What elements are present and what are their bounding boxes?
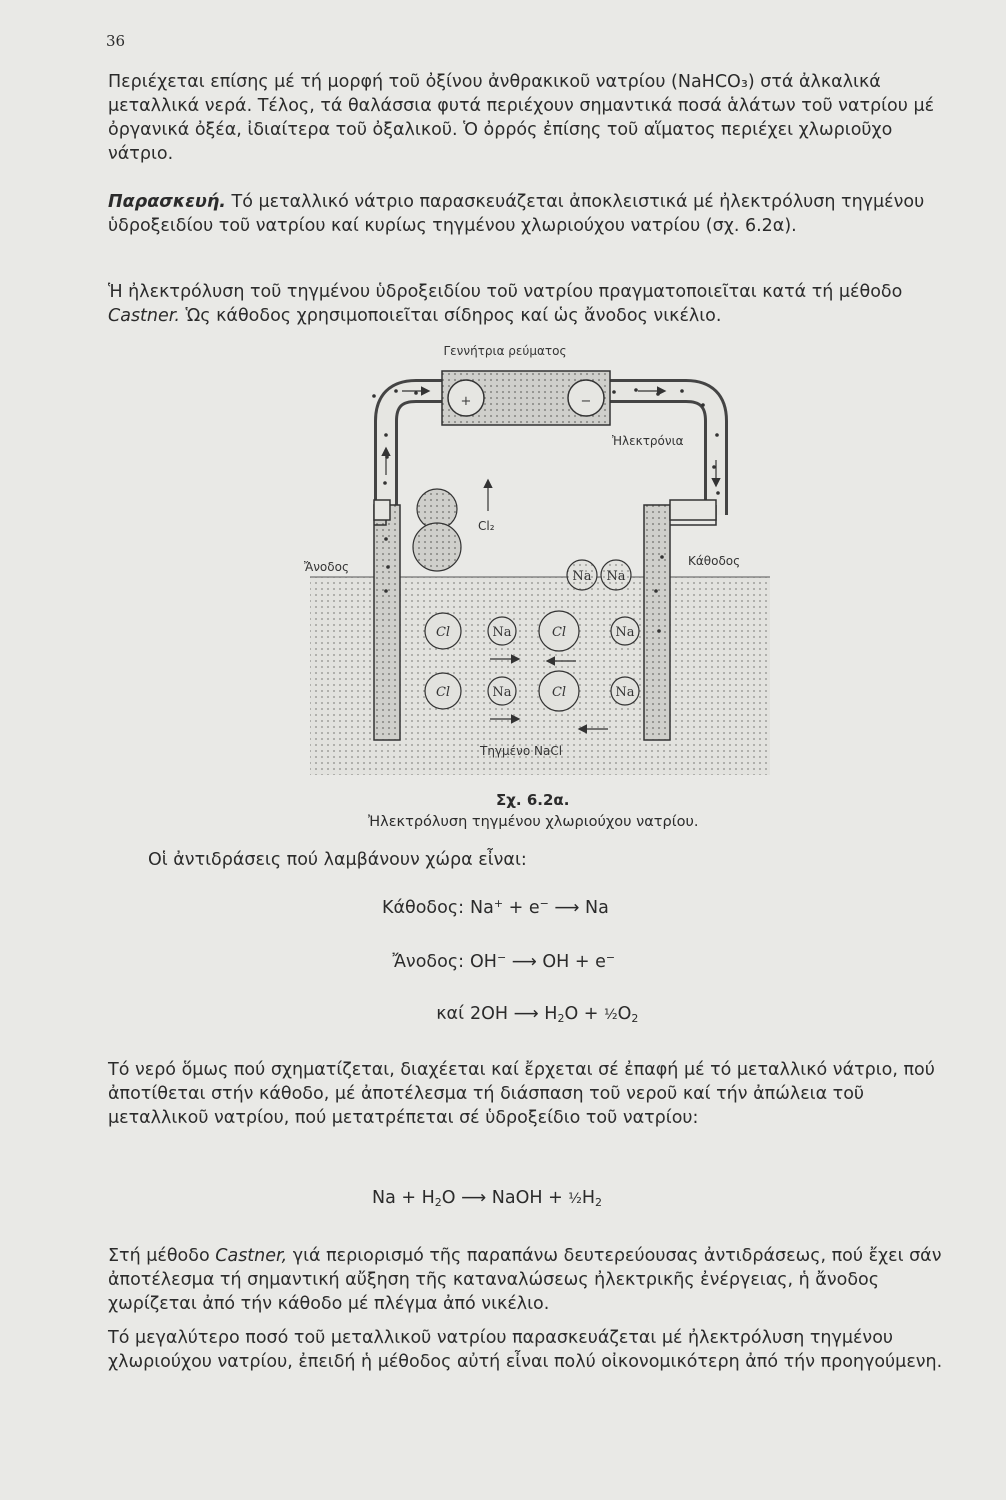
svg-text:Na: Na (572, 569, 592, 584)
page-number: 36 (106, 32, 126, 50)
anode-equation-label: Ἄνοδος: (392, 952, 464, 972)
ion-cl-1 (425, 613, 461, 649)
anode-wire-link (374, 500, 390, 520)
paragraph-3 (108, 280, 956, 328)
paragraph-5: Τό νερό ὅμως πού σχηματίζεται, διαχέεται καί ἔρχεται σέ ἐπαφή μέ τό μεταλλικό νάτριο, πού ἀποτίθεται στήν κάθοδο, μέ ἀποτέλεσμα τή διάσπαση τοῦ νεροῦ καί τήν ἀπώλεια τοῦ μεταλλικοῦ νατρίου, πού μετατρέπεται σέ ὑδροξείδιο τοῦ νατρίου: (108, 1060, 935, 1128)
paragraph-6-part-a: Στή μέθοδο (108, 1246, 210, 1266)
negative-terminal-sign: − (580, 394, 592, 409)
ion-na-3 (488, 677, 516, 705)
anode-equation: OH− ⟶ OH + e− (470, 951, 616, 972)
ion-na-surface-2 (601, 560, 631, 590)
svg-text:Cl: Cl (551, 685, 567, 700)
ion-na-2 (611, 617, 639, 645)
chlorine-label: Cl₂ (478, 519, 495, 533)
figure-caption: Ἠλεκτρόλυση τηγμένου χλωριούχου νατρίου. (368, 814, 699, 830)
electrons-label: Ἠλεκτρόνια (612, 434, 684, 448)
svg-text:Na: Na (606, 569, 626, 584)
svg-text:Na: Na (615, 625, 635, 640)
svg-text:Cl: Cl (551, 625, 567, 640)
cathode-equation: Na+ + e− ⟶ Na (470, 897, 609, 918)
molten-nacl-label: Τηγμένο NaCl (480, 744, 563, 758)
paragraph-6-part-b: γιά περιορισμό τῆς παραπάνω δευτερεύουσας ἀντιδράσεως, πού ἔχει σάν ἀποτέλεσμα τή σημαντική αὔξηση τῆς καταναλώσεως ἠλεκτρικῆς ἐνέργειας, ἡ ἄνοδος χωρίζεται ἀπό τήν κάθοδο μέ πλέγμα ἀπό νικέλιο. (108, 1246, 942, 1314)
cathode-equation-label: Κάθοδος: (381, 898, 464, 918)
svg-text:Cl: Cl (435, 625, 451, 640)
positive-terminal-sign: + (460, 394, 472, 409)
paragraph-3-part-a: Ἡ ἠλεκτρόλυση τοῦ τηγμένου ὑδροξειδίου τοῦ νατρίου πραγματοποιεῖται κατά τή μέθοδο (108, 282, 903, 302)
svg-text:Na: Na (492, 685, 512, 700)
paragraph-4: Οἱ ἀντιδράσεις πού λαμβάνουν χώρα εἶναι: (148, 850, 527, 870)
paragraph-3-part-b: Ὡς κάθοδος χρησιμοποιεῖται σίδηρος καί ὡς ἄνοδος νικέλιο. (185, 306, 722, 326)
ion-na-1 (488, 617, 516, 645)
anode-label: Ἄνοδος (304, 560, 349, 574)
ion-na-surface-1 (567, 560, 597, 590)
paragraph-2 (108, 190, 956, 238)
chlorine-bubble-lower (413, 523, 461, 571)
ion-cl-2 (539, 611, 579, 651)
paragraph-6 (108, 1244, 956, 1316)
svg-text:Na: Na (492, 625, 512, 640)
ion-cl-4 (539, 671, 579, 711)
generator-label: Γεννήτρια ρεύματος (443, 344, 567, 358)
and-equation-label: καί (436, 1004, 464, 1024)
svg-text:Na: Na (615, 685, 635, 700)
cathode-electrode (644, 505, 670, 740)
paragraph-2-body: Τό μεταλλικό νάτριο παρασκευάζεται ἀποκλειστικά μέ ἠλεκτρόλυση τηγμένου ὑδροξειδίου τοῦ νατρίου καί κυρίως τηγμένου χλωριούχου νατρίου (σχ. 6.2α). (108, 192, 925, 236)
section-heading: Παρασκευή. (108, 192, 226, 212)
ion-cl-3 (425, 673, 461, 709)
figure-number: Σχ. 6.2α. (496, 791, 570, 809)
ion-na-4 (611, 677, 639, 705)
castner-term: Castner. (108, 306, 180, 326)
svg-text:Cl: Cl (435, 685, 451, 700)
oxygen-equation: 2OH ⟶ $H_2O$ + $^1⁄_2O_2$ (470, 1004, 639, 1025)
castner-term-2: Castner, (215, 1246, 288, 1266)
cathode-label: Κάθοδος (688, 554, 741, 568)
water-equation: $Na + H_2O$ ⟶ NaOH + $^1⁄_2H_2$ (372, 1188, 603, 1209)
paragraph-7: Τό μεγαλύτερο ποσό τοῦ μεταλλικοῦ νατρίου παρασκευάζεται μέ ἠλεκτρόλυση τηγμένου χλωριούχου νατρίου, ἐπειδή ἡ μέθοδος αὐτή εἶναι πολύ οἰκονομικότερη ἀπό τήν προηγούμενη. (108, 1328, 943, 1372)
paragraph-1: Περιέχεται επίσης μέ τή μορφή τοῦ ὀξίνου ἀνθρακικοῦ νατρίου (NaHCO₃) στά ἀλκαλικά μεταλλικά νερά. Τέλος, τά θαλάσσια φυτά περιέχουν σημαντικά ποσά ἁλάτων τοῦ νατρίου μέ ὀργανικά ὀξέα, ἰδιαίτερα τοῦ ὀξαλικοῦ. Ὁ ὀρρός ἐπίσης τοῦ αἵματος περιέχει χλωριοῦχο νάτριο. (108, 72, 935, 164)
electrolysis-diagram (290, 335, 770, 785)
cathode-wire-link (670, 500, 716, 520)
